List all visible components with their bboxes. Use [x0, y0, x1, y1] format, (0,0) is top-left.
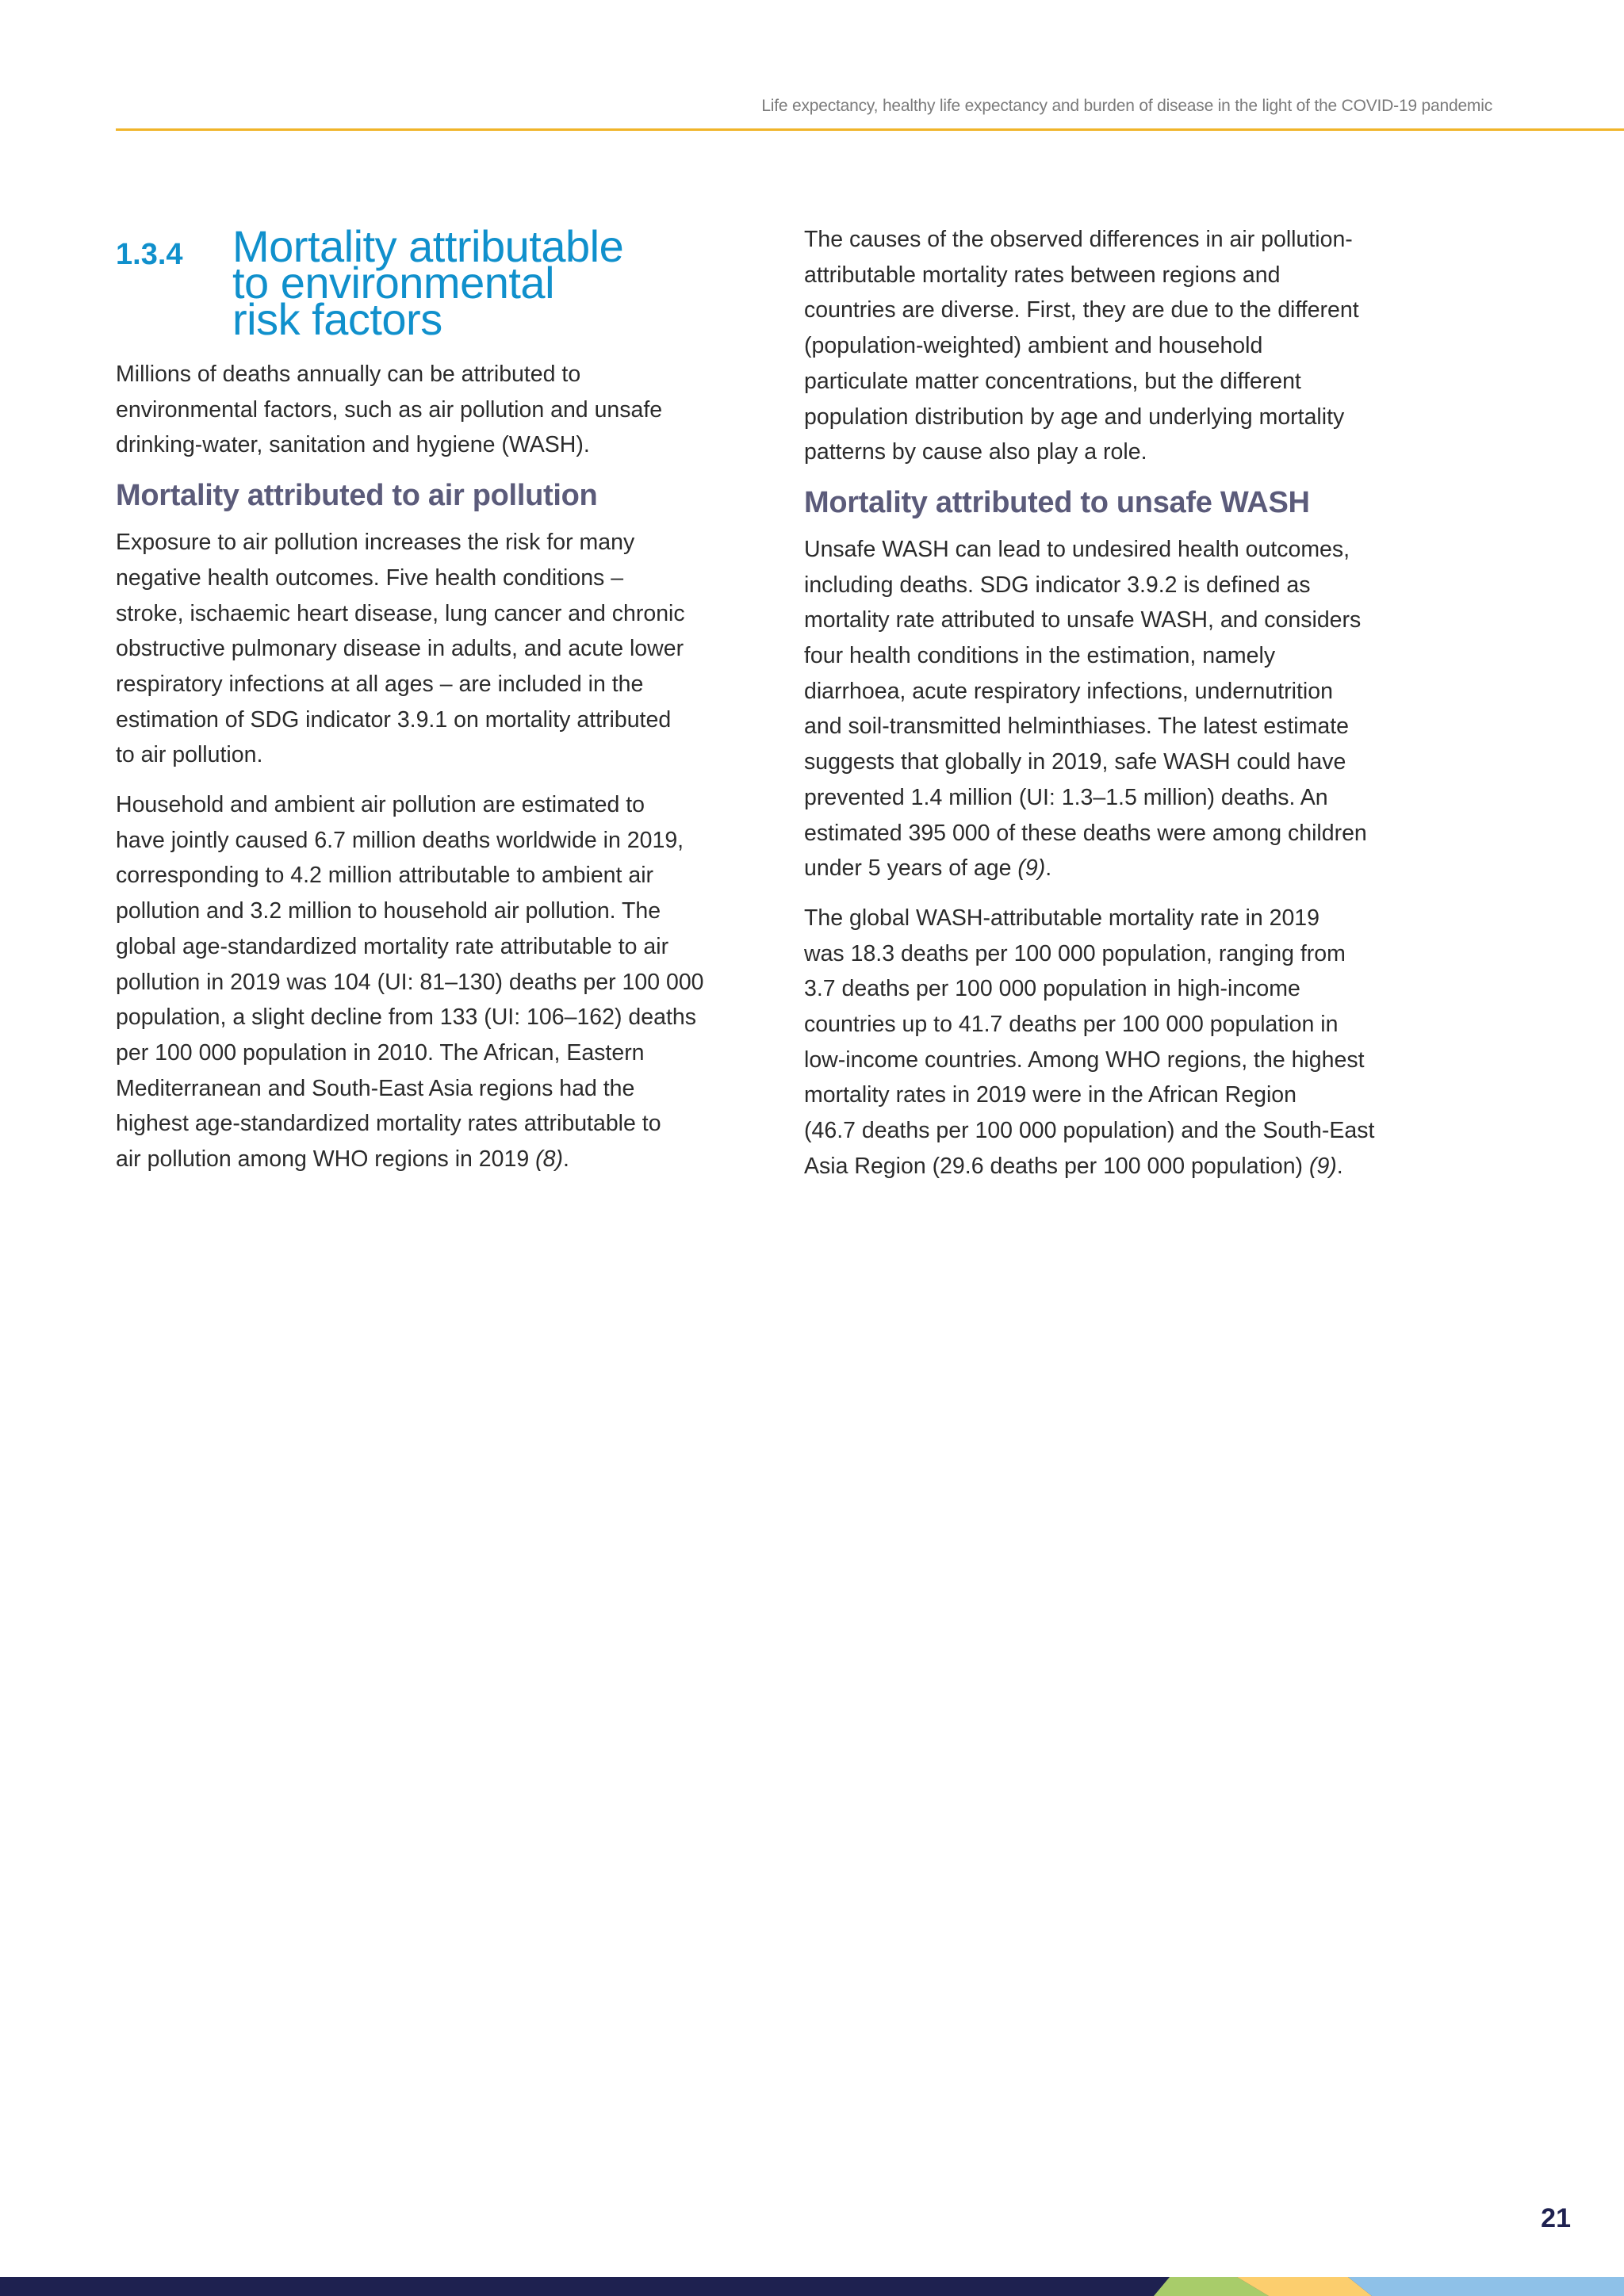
text-line: pollution and 3.2 million to household air pollution. The: [116, 898, 661, 924]
text-line: population distribution by age and underlying mortality: [804, 404, 1345, 430]
section-title-line: Mortality attributable: [232, 221, 624, 271]
text-line: 3.7 deaths per 100 000 population in high-income: [804, 976, 1300, 1002]
text-fragment: air pollution among WHO regions in 2019: [116, 1146, 536, 1173]
text-line: negative health outcomes. Five health conditions –: [116, 564, 624, 591]
footer-lightblue-shape: [1348, 2277, 1624, 2296]
citation-reference: (9): [1308, 1153, 1337, 1179]
footer-band: [0, 2277, 1624, 2296]
text-line: particulate matter concentrations, but the different: [804, 368, 1301, 394]
text-line: to air pollution.: [116, 742, 263, 768]
text-line: global age-standardized mortality rate attributable to air: [116, 933, 669, 959]
text-line: corresponding to 4.2 million attributable to ambient air: [116, 863, 654, 889]
text-line: stroke, ischaemic heart disease, lung cancer and chronic: [116, 600, 685, 626]
causes-paragraph: [804, 222, 1431, 470]
text-fragment: under 5 years of age: [804, 855, 1018, 882]
text-line: (population-weighted) ambient and household: [804, 333, 1263, 359]
text-line: environmental factors, such as air pollution and unsafe: [116, 396, 663, 423]
text-line: countries are diverse. First, they are due to the different: [804, 297, 1359, 323]
text-line: countries up to 41.7 deaths per 100 000 population in: [804, 1012, 1339, 1038]
text-fragment: .: [1336, 1153, 1343, 1179]
text-line: prevented 1.4 million (UI: 1.3–1.5 million) deaths. An: [804, 784, 1328, 810]
text-line: [804, 851, 1431, 886]
text-line: Millions of deaths annually can be attributed to: [116, 362, 581, 387]
wash-paragraph-2: [804, 901, 1431, 1184]
footer-band-graphic: [0, 2277, 1624, 2296]
text-line: mortality rate attributed to unsafe WASH, and considers: [804, 607, 1362, 633]
text-line: estimation of SDG indicator 3.9.1 on mortality attributed: [116, 706, 672, 733]
text-fragment: .: [562, 1146, 569, 1173]
air-pollution-paragraph-2: [116, 787, 742, 1177]
text-line: Exposure to air pollution increases the risk for many: [116, 530, 635, 556]
text-line: [804, 1149, 1431, 1184]
citation-reference: (8): [535, 1146, 563, 1173]
text-line: estimated 395 000 of these deaths were among children: [804, 820, 1367, 846]
text-line: Unsafe WASH can lead to undesired health outcomes,: [804, 536, 1350, 562]
section-heading: [116, 221, 742, 344]
text-line: have jointly caused 6.7 million deaths worldwide in 2019,: [116, 827, 684, 853]
text-line: obstructive pulmonary disease in adults, and acute lower: [116, 636, 684, 662]
text-line: and soil-transmitted helminthiases. The latest estimate: [804, 714, 1349, 740]
section-title-line: risk factors: [232, 294, 442, 344]
text-line: mortality rates in 2019 were in the African Region: [804, 1082, 1297, 1108]
section-title-line: to environmental: [232, 258, 555, 308]
text-line: Household and ambient air pollution are estimated to: [116, 792, 645, 818]
text-line: [116, 1142, 742, 1177]
text-line: four health conditions in the estimation, namely: [804, 643, 1276, 669]
text-line: The global WASH-attributable mortality rate in 2019: [804, 905, 1320, 931]
page-number: 21: [1541, 2203, 1571, 2233]
citation-reference: (9): [1017, 855, 1046, 882]
air-pollution-heading: Mortality attributed to air pollution: [116, 479, 598, 513]
text-line: was 18.3 deaths per 100 000 population, ranging from: [804, 940, 1346, 966]
wash-paragraph-1: [804, 532, 1431, 886]
section-title: [232, 221, 624, 344]
text-line: patterns by cause also play a role.: [804, 439, 1147, 465]
intro-paragraph: [116, 357, 742, 463]
text-line: population, a slight decline from 133 (UI: 106–162) deaths: [116, 1004, 696, 1031]
right-column: [804, 222, 1431, 1199]
header-rule: [116, 128, 1624, 131]
text-fragment: Asia Region (29.6 deaths per 100 000 population): [804, 1153, 1309, 1179]
text-line: The causes of the observed differences in air pollution-: [804, 227, 1353, 252]
text-line: diarrhoea, acute respiratory infections, undernutrition: [804, 678, 1333, 704]
text-fragment: .: [1045, 855, 1052, 882]
text-line: per 100 000 population in 2010. The African, Eastern: [116, 1039, 645, 1066]
text-line: Mediterranean and South-East Asia regions had the: [116, 1075, 635, 1101]
text-line: pollution in 2019 was 104 (UI: 81–130) deaths per 100 000: [116, 969, 704, 995]
text-line: (46.7 deaths per 100 000 population) and the South-East: [804, 1118, 1375, 1144]
text-line: respiratory infections at all ages – are included in the: [116, 671, 644, 697]
running-header: Life expectancy, healthy life expectancy and burden of disease in the light of the COVID-19 pandemic: [761, 97, 1492, 115]
text-line: drinking-water, sanitation and hygiene (WASH).: [116, 432, 590, 458]
text-line: highest age-standardized mortality rates attributable to: [116, 1111, 661, 1137]
section-number: 1.3.4: [116, 238, 183, 271]
text-line: suggests that globally in 2019, safe WASH could have: [804, 749, 1346, 775]
text-line: including deaths. SDG indicator 3.9.2 is defined as: [804, 572, 1311, 598]
left-column: [116, 222, 742, 1192]
wash-heading: Mortality attributed to unsafe WASH: [804, 485, 1310, 519]
text-line: low-income countries. Among WHO regions, the highest: [804, 1047, 1365, 1073]
air-pollution-paragraph-1: [116, 525, 742, 773]
text-line: attributable mortality rates between regions and: [804, 262, 1281, 288]
